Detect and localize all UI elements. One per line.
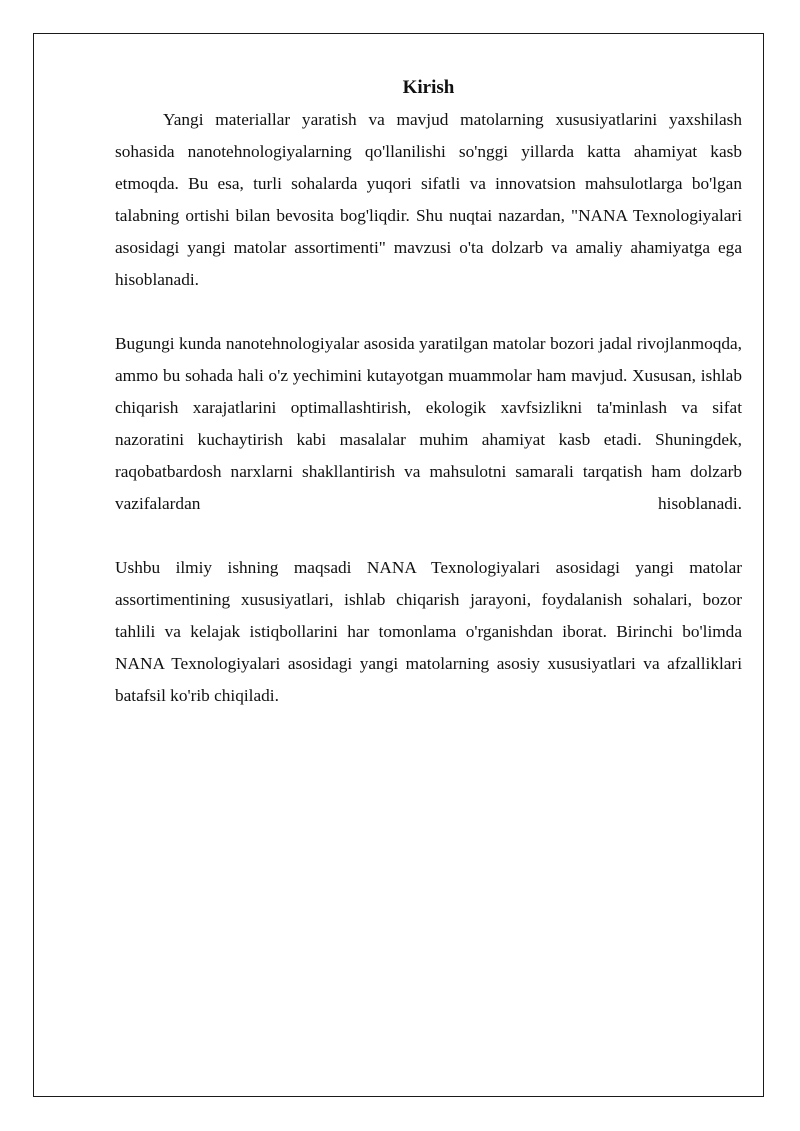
paragraph-gap (115, 296, 742, 328)
paragraph-gap (115, 520, 742, 552)
paragraph-goal: Ushbu ilmiy ishning maqsadi NANA Texnologiyalari asosidagi yangi matolar assortimentining xususiyatlari, ishlab chiqarish jarayoni, foydalanish sohalari, bozor tahlili va kelajak istiqbollarini har tomonlama o'rganishdan iborat. Birinchi bo'limda NANA Texnologiyalari asosidagi yangi matolarning asosiy xususiyatlari va afzalliklari batafsil ko'rib chiqiladi. (115, 558, 742, 705)
paragraph-market: Bugungi kunda nanotehnologiyalar asosida yaratilgan matolar bozori jadal rivojlanmoqda, ammo bu sohada hali o'z yechimini kutayotgan muammolar ham mavjud. Xususan, ishlab chiqarish xarajatlarini optimallashtirish, ekologik xavfsizlikni ta'minlash va sifat nazoratini kuchaytirish kabi masalalar muhim ahamiyat kasb etadi. Shuningdek, raqobatbardosh narxlarni shakllantirish va mahsulotni samarali tarqatish ham dolzarb vazifalardan hisoblanadi. (115, 334, 742, 513)
document-body (115, 74, 742, 712)
paragraph-intro: Yangi materiallar yaratish va mavjud matolarning xususiyatlarini yaxshilash sohasida nanotehnologiyalarning qo'llanilishi so'nggi yillarda katta ahamiyat kasb etmoqda. Bu esa, turli sohalarda yuqori sifatli va innovatsion mahsulotlarga bo'lgan talabning ortishi bilan bevosita bog'liqdir. Shu nuqtai nazardan, "NANA Texnologiyalari asosidagi yangi matolar assortimenti" mavzusi o'ta dolzarb va amaliy ahamiyatga ega hisoblanadi. (115, 110, 742, 289)
page-title: Kirish (402, 77, 455, 98)
